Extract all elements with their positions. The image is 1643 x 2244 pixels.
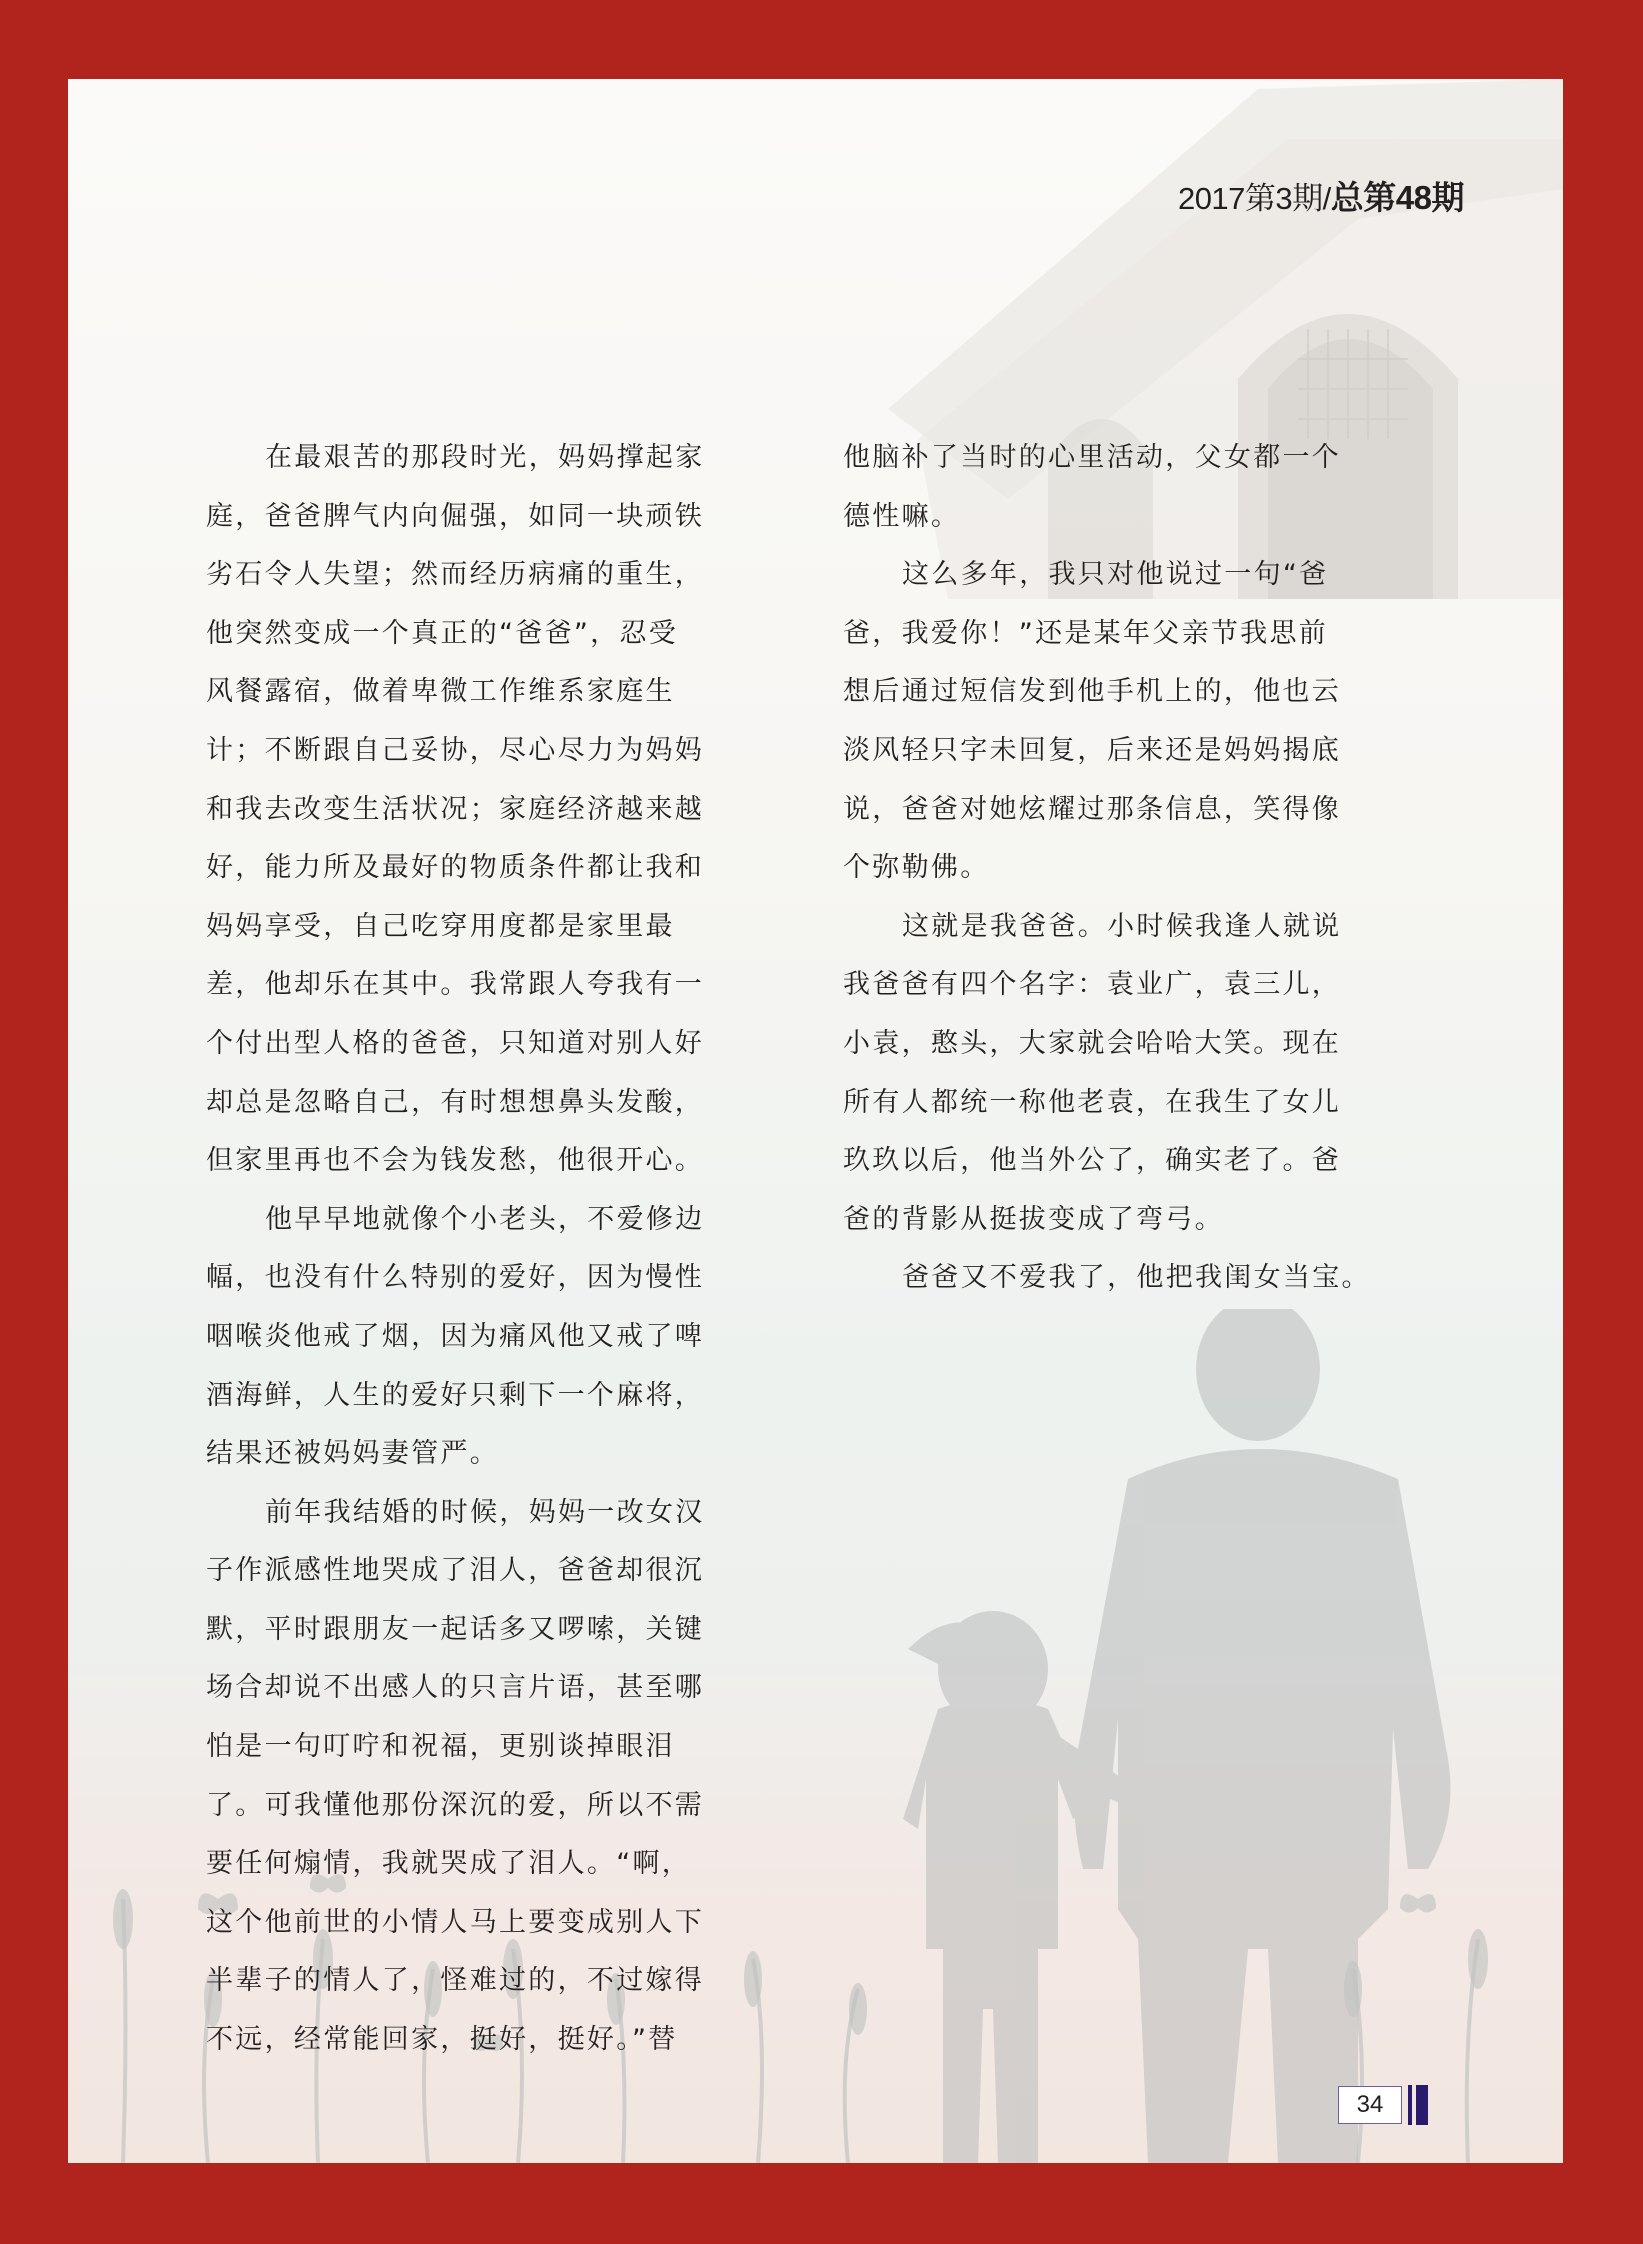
article-text-line: 在最艰苦的那段时光，妈妈撑起家 bbox=[265, 442, 705, 473]
article-text-line: 他突然变成一个真正的“爸爸”，忍受 bbox=[206, 617, 679, 649]
article-text-line: 爸的背影从挺拔变成了弯弓。 bbox=[843, 1203, 1224, 1235]
article-text-line: 德性嘛。 bbox=[843, 500, 961, 532]
article-text-line: 这就是我爸爸。小时候我逢人就说 bbox=[902, 910, 1342, 942]
article-text-line: 不远，经常能回家，挺好，挺好。”替 bbox=[206, 2024, 678, 2056]
article-text-line: 计；不断跟自己妥协，尽心尽力为妈妈 bbox=[206, 734, 705, 766]
article-text-line: 他脑补了当时的心里活动，父女都一个 bbox=[843, 442, 1342, 473]
article-text-line: 前年我结婚的时候，妈妈一改女汉 bbox=[265, 1496, 705, 1528]
article-text-line: 好，能力所及最好的物质条件都让我和 bbox=[206, 852, 705, 884]
article-text-line: 默，平时跟朋友一起话多又啰嗦，关键 bbox=[206, 1613, 705, 1645]
article-text-line: 风餐露宿，做着卑微工作维系家庭生 bbox=[206, 676, 675, 708]
article-text-line: 酒海鲜，人生的爱好只剩下一个麻将， bbox=[206, 1379, 705, 1411]
article-text-line: 和我去改变生活状况；家庭经济越来越 bbox=[206, 793, 705, 825]
article-text-line: 个付出型人格的爸爸，只知道对别人好 bbox=[206, 1027, 705, 1059]
article-text-line: 个弥勒佛。 bbox=[843, 852, 990, 884]
article-text-line: 庭，爸爸脾气内向倔强，如同一块顽铁 bbox=[206, 500, 705, 532]
article-text-line: 结果还被妈妈妻管严。 bbox=[206, 1438, 499, 1470]
article-left-column bbox=[206, 429, 806, 2070]
issue-number: 2017第3期/ bbox=[1177, 181, 1331, 216]
article-text-line: 场合却说不出感人的只言片语，甚至哪 bbox=[206, 1672, 705, 1704]
article-text-line: 所有人都统一称他老袁，在我生了女儿 bbox=[843, 1086, 1342, 1118]
article-text-line: 这个他前世的小情人马上要变成别人下 bbox=[206, 1906, 705, 1938]
article-text-line: 要任何煽情，我就哭成了泪人。“啊， bbox=[206, 1848, 692, 1880]
issue-header bbox=[1178, 172, 1464, 219]
article-text-line: 他早早地就像个小老头，不爱修边 bbox=[265, 1203, 705, 1235]
page-number: 34 bbox=[1338, 2086, 1402, 2124]
page-marker-bar-thin bbox=[1408, 2085, 1412, 2125]
article-text-line: 这么多年，我只对他说过一句“爸 bbox=[902, 559, 1329, 591]
issue-total-number: 总第48期 bbox=[1330, 179, 1464, 216]
article-text-line: 子作派感性地哭成了泪人，爸爸却很沉 bbox=[206, 1555, 705, 1587]
magazine-page bbox=[68, 79, 1563, 2163]
article-right-column bbox=[843, 429, 1443, 1308]
article-text-line: 玖玖以后，他当外公了，确实老了。爸 bbox=[843, 1145, 1342, 1177]
article-text-line: 想后通过短信发到他手机上的，他也云 bbox=[843, 676, 1342, 708]
article-text-line: 半辈子的情人了，怪难过的，不过嫁得 bbox=[206, 1965, 705, 1997]
article-text-line: 幅，也没有什么特别的爱好，因为慢性 bbox=[206, 1262, 705, 1294]
article-text-line: 差，他却乐在其中。我常跟人夸我有一 bbox=[206, 969, 705, 1001]
article-text-line: 了。可我懂他那份深沉的爱，所以不需 bbox=[206, 1789, 705, 1821]
article-text-line: 妈妈享受，自己吃穿用度都是家里最 bbox=[206, 910, 675, 942]
page-marker-bar-thick bbox=[1416, 2085, 1428, 2125]
article-text-line: 淡风轻只字未回复，后来还是妈妈揭底 bbox=[843, 734, 1342, 766]
article-text-line: 却总是忽略自己，有时想想鼻头发酸， bbox=[206, 1086, 705, 1118]
article-text-line: 怕是一句叮咛和祝福，更别谈掉眼泪 bbox=[206, 1731, 675, 1763]
article-text-line: 我爸爸有四个名字：袁业广，袁三儿， bbox=[843, 969, 1342, 1001]
article-text-line: 爸爸又不爱我了，他把我闺女当宝。 bbox=[902, 1262, 1371, 1294]
article-text-line: 爸，我爱你！”还是某年父亲节我思前 bbox=[843, 617, 1329, 649]
article-text-line: 说，爸爸对她炫耀过那条信息，笑得像 bbox=[843, 793, 1342, 825]
article-text-line: 劣石令人失望；然而经历病痛的重生， bbox=[206, 559, 705, 591]
article-text-line: 但家里再也不会为钱发愁，他很开心。 bbox=[206, 1145, 705, 1177]
article-text-line: 小袁，憨头，大家就会哈哈大笑。现在 bbox=[843, 1027, 1342, 1059]
article-text-line: 咽喉炎他戒了烟，因为痛风他又戒了啤 bbox=[206, 1320, 705, 1352]
